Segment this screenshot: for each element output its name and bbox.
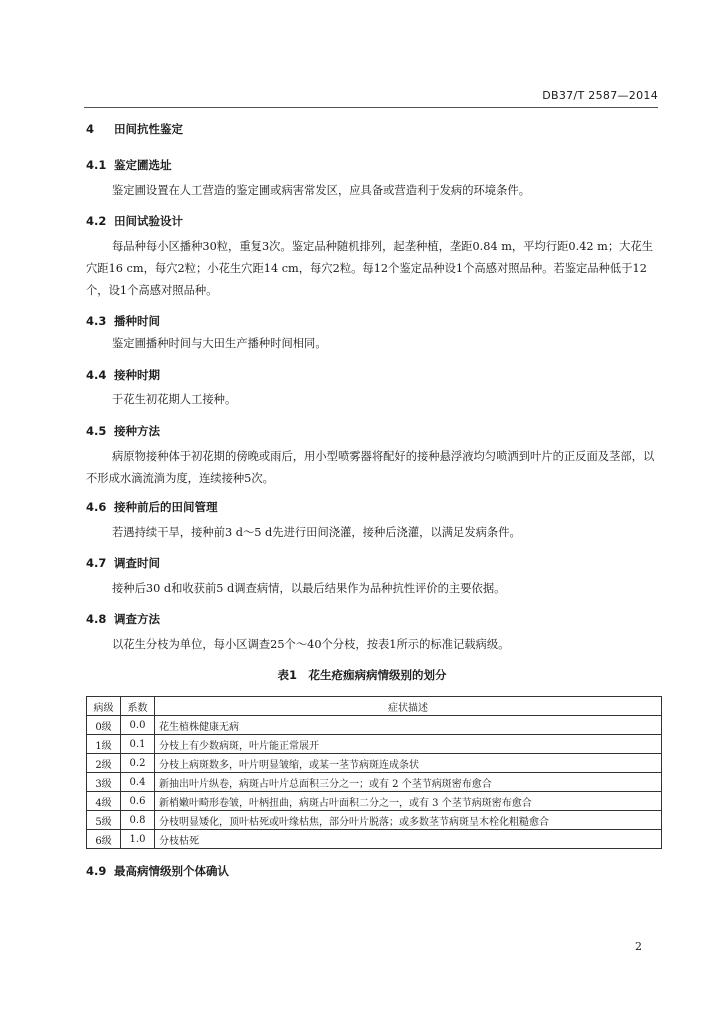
section-heading-4-3 — [86, 313, 160, 329]
section-heading-4-1 — [86, 157, 172, 173]
grade-cell: 0级 — [87, 716, 121, 735]
section-number: 4.6 — [86, 500, 107, 514]
grade-cell: 5级 — [87, 811, 121, 830]
header-rule — [84, 107, 658, 108]
paragraph-4-7: 接种后30 d和收获前5 d调查病情，以最后结果作为品种抗性评价的主要依据。 — [112, 582, 506, 595]
grade-cell: 4级 — [87, 792, 121, 811]
page-number: 2 — [635, 940, 642, 953]
coefficient-cell: 0.1 — [121, 735, 155, 754]
coefficient-cell: 0.6 — [121, 792, 155, 811]
symptom-cell: 分枝枯死 — [155, 830, 662, 849]
symptom-cell: 新抽出叶片纵卷，病斑占叶片总面积三分之一；或有 2 个茎节病斑密布愈合 — [155, 773, 662, 792]
section-heading-4-6 — [86, 499, 218, 515]
section-title: 播种时间 — [114, 314, 160, 328]
table-row — [87, 792, 662, 811]
disease-grade-table — [86, 696, 662, 849]
section-title: 调查方法 — [114, 612, 160, 626]
paragraph-4-2: 每品种每小区播种30粒，重复3次。鉴定品种随机排列，起垄种植，垄距0.84 m，平均行距0.42 m；大花生穴距16 cm，每穴2粒；小花生穴距14 cm，每穴2粒。每12个鉴定品种设1个高感对照品种。若鉴定品种低于12个，设1个高感对照品种。 — [86, 240, 654, 297]
section-heading-4-8 — [86, 611, 160, 627]
grade-cell: 2级 — [87, 754, 121, 773]
paragraph-4-8: 以花生分枝为单位，每小区调查25个～40个分枝，按表1所示的标准记载病级。 — [112, 638, 510, 651]
paragraph-4-3: 鉴定圃播种时间与大田生产播种时间相同。 — [112, 337, 327, 350]
section-number: 4.1 — [86, 158, 107, 172]
table-header-row — [87, 697, 662, 716]
section-number: 4.5 — [86, 424, 107, 438]
section-number: 4.9 — [86, 864, 107, 878]
paragraph-4-4: 于花生初花期人工接种。 — [112, 393, 237, 406]
header-coefficient: 系数 — [121, 697, 155, 716]
grade-cell: 1级 — [87, 735, 121, 754]
section-title: 田间抗性鉴定 — [114, 122, 183, 136]
coefficient-cell: 0.8 — [121, 811, 155, 830]
coefficient-cell: 1.0 — [121, 830, 155, 849]
section-title: 鉴定圃选址 — [114, 158, 172, 172]
standard-code: DB37/T 2587—2014 — [542, 89, 658, 102]
header-symptom: 症状描述 — [155, 697, 662, 716]
grade-cell: 3级 — [87, 773, 121, 792]
section-number: 4.8 — [86, 612, 107, 626]
section-title: 调查时间 — [114, 556, 160, 570]
symptom-cell: 分枝上有少数病斑，叶片能正常展开 — [155, 735, 662, 754]
paragraph-4-5: 病原物接种体于初花期的傍晚或雨后，用小型喷雾器将配好的接种悬浮液均匀喷洒到叶片的正反面及茎部，以不形成水滴流淌为度，连续接种5次。 — [86, 450, 655, 485]
coefficient-cell: 0.0 — [121, 716, 155, 735]
section-number: 4 — [86, 122, 95, 136]
section-number: 4.7 — [86, 556, 107, 570]
table-row — [87, 754, 662, 773]
symptom-cell: 分枝上病斑数多，叶片明显皱缩，或某一茎节病斑连成条状 — [155, 754, 662, 773]
table-row — [87, 716, 662, 735]
paragraph-4-1: 鉴定圃设置在人工营造的鉴定圃或病害常发区，应具备或营造利于发病的环境条件。 — [112, 184, 530, 197]
coefficient-cell: 0.4 — [121, 773, 155, 792]
coefficient-cell: 0.2 — [121, 754, 155, 773]
table-row — [87, 773, 662, 792]
header-grade: 病级 — [87, 697, 121, 716]
table-caption: 表1 花生疮痂病病情级别的划分 — [277, 668, 447, 682]
section-heading-4-9 — [86, 863, 229, 879]
section-title: 田间试验设计 — [114, 214, 183, 228]
paragraph-4-6: 若遇持续干旱，接种前3 d～5 d先进行田间浇灌，接种后浇灌，以满足发病条件。 — [112, 526, 521, 539]
table-row — [87, 811, 662, 830]
section-heading-4-2 — [86, 213, 183, 229]
symptom-cell: 花生植株健康无病 — [155, 716, 662, 735]
section-title: 最高病情级别个体确认 — [114, 864, 229, 878]
section-heading-4-7 — [86, 555, 160, 571]
section-heading-4-4 — [86, 367, 160, 383]
table-row — [87, 830, 662, 849]
table-row — [87, 735, 662, 754]
symptom-cell: 分枝明显矮化，顶叶枯死或叶缘枯焦，部分叶片脱落；或多数茎节病斑呈木栓化粗糙愈合 — [155, 811, 662, 830]
grade-cell: 6级 — [87, 830, 121, 849]
section-number: 4.3 — [86, 314, 107, 328]
section-title: 接种时期 — [114, 368, 160, 382]
symptom-cell: 新梢嫩叶畸形卷皱，叶柄扭曲，病斑占叶面积二分之一，或有 3 个茎节病斑密布愈合 — [155, 792, 662, 811]
section-heading-4-5 — [86, 423, 160, 439]
section-title: 接种方法 — [114, 424, 160, 438]
section-heading-4 — [86, 121, 183, 137]
section-title: 接种前后的田间管理 — [114, 500, 218, 514]
section-number: 4.4 — [86, 368, 107, 382]
section-number: 4.2 — [86, 214, 107, 228]
